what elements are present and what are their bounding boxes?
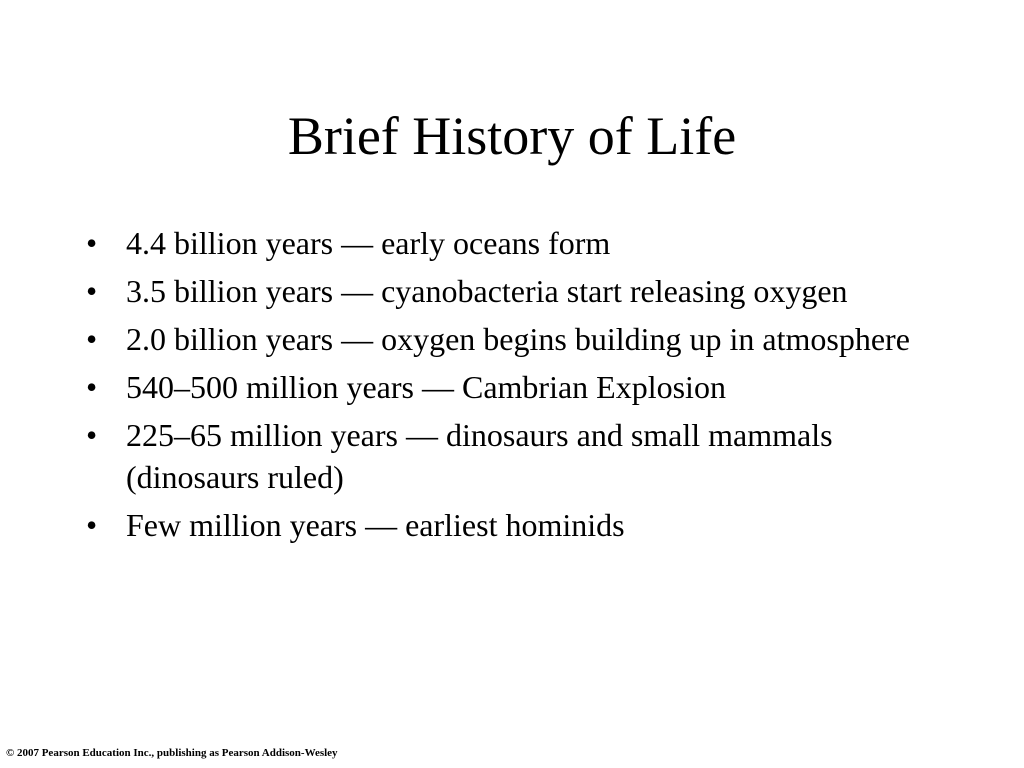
- list-item: [84, 366, 944, 408]
- list-item-text: 3.5 billion years — cyanobacteria start releasing oxygen: [126, 273, 848, 309]
- bullet-icon: •: [86, 417, 98, 453]
- list-item: [84, 222, 944, 264]
- list-item: [84, 270, 944, 312]
- list-item: [84, 504, 944, 546]
- bullet-icon: •: [86, 273, 98, 309]
- copyright-notice: © 2007 Pearson Education Inc., publishing as Pearson Addison-Wesley: [6, 747, 338, 759]
- list-item: [84, 318, 944, 360]
- list-item-text: 4.4 billion years — early oceans form: [126, 225, 611, 261]
- bullet-icon: •: [86, 507, 98, 543]
- bullet-icon: •: [86, 225, 98, 261]
- bullet-icon: •: [86, 369, 98, 405]
- list-item-text: 540–500 million years — Cambrian Explosion: [126, 369, 726, 405]
- slide-title: Brief History of Life: [287, 106, 737, 166]
- list-item-text: Few million years — earliest hominids: [126, 507, 625, 543]
- bullet-list: [84, 222, 944, 552]
- list-item-text: 2.0 billion years — oxygen begins building up in atmosphere: [126, 321, 910, 357]
- list-item-text: 225–65 million years — dinosaurs and small mammals (dinosaurs ruled): [126, 417, 833, 495]
- list-item: [84, 414, 944, 498]
- bullet-icon: •: [86, 321, 98, 357]
